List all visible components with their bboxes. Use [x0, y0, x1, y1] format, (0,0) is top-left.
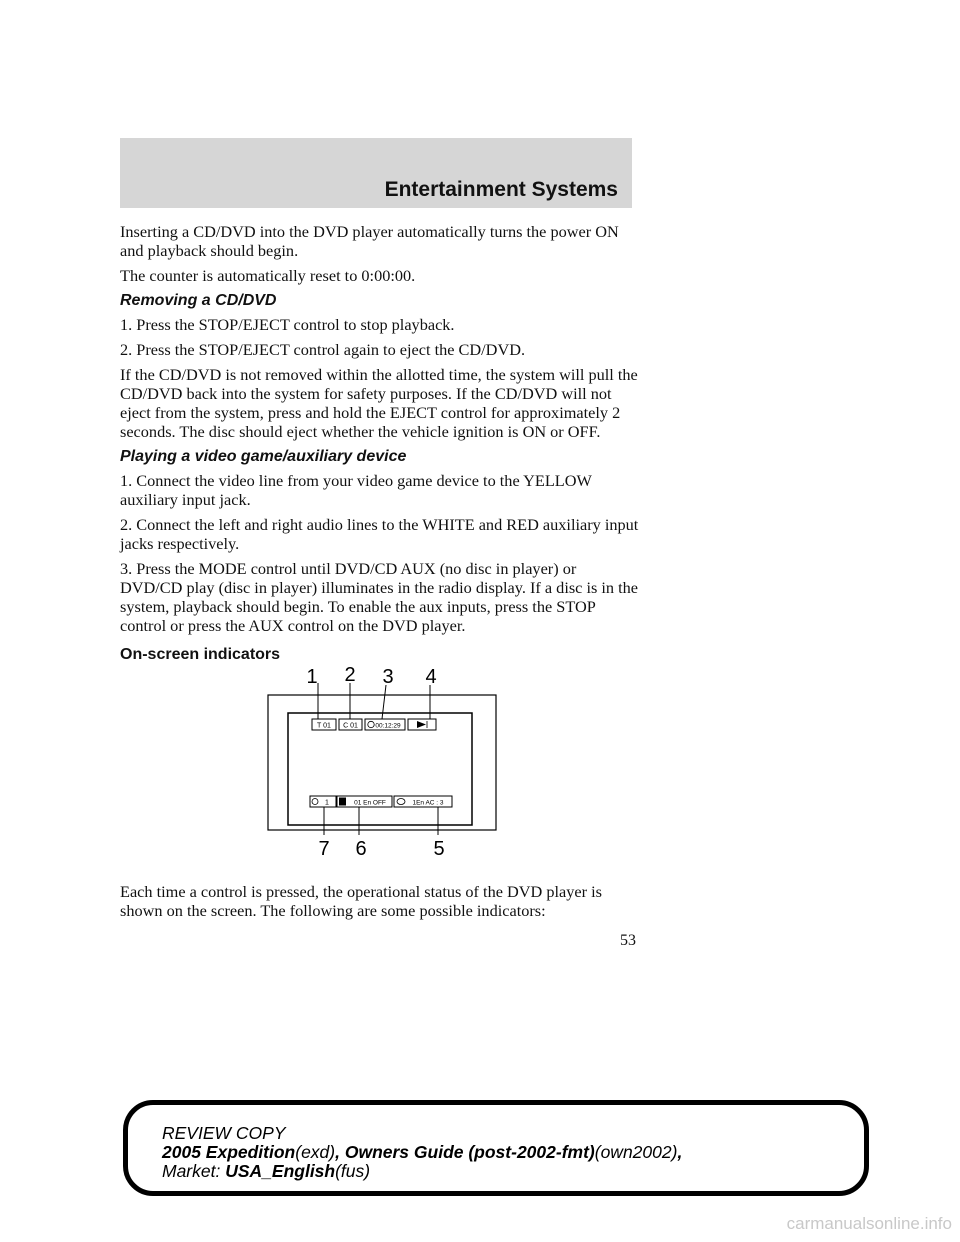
main-content — [120, 222, 640, 664]
step: 2. Press the STOP/EJECT control again to eject the CD/DVD. — [120, 340, 526, 359]
removing-heading: Removing a CD/DVD — [120, 292, 277, 309]
callout-6: 6 — [355, 838, 367, 860]
paragraph: Inserting a CD/DVD into the DVD player automatically turns the power ON and playback should begin. — [120, 222, 619, 260]
step: 1. Connect the video line from your video game device to the YELLOW auxiliary input jack. — [120, 471, 592, 509]
footer-line-2: 2005 Expedition(exd), Owners Guide (post-2002-fmt)(own2002), — [162, 1142, 683, 1162]
indicators-heading: On-screen indicators — [120, 646, 281, 663]
step: 3. Press the MODE control until DVD/CD AUX (no disc in player) or DVD/CD play (disc in player) illuminates in the radio display. If a disc is in the system, playback should begin. To enable the aux inputs, press the STOP control or press the AUX control on the DVD player. — [120, 559, 639, 635]
indicators-description — [120, 882, 640, 920]
footer-line-3: Market: USA_English(fus) — [162, 1161, 371, 1181]
callout-7: 7 — [318, 838, 330, 860]
top-indicator-bar — [312, 719, 436, 730]
paragraph: Each time a control is pressed, the operational status of the DVD player is shown on the screen. The following are some possible indicators: — [120, 882, 602, 920]
step: 1. Press the STOP/EJECT control to stop playback. — [120, 315, 455, 334]
callout-3: 3 — [382, 666, 394, 688]
paragraph: The counter is automatically reset to 0:00:00. — [120, 266, 416, 285]
callout-1: 1 — [306, 666, 318, 688]
callout-5: 5 — [433, 838, 445, 860]
bottom-indicator-bar — [310, 796, 452, 807]
footer-line-1: REVIEW COPY — [162, 1123, 286, 1143]
video-game-heading: Playing a video game/auxiliary device — [120, 448, 407, 465]
callout-4: 4 — [425, 666, 437, 688]
title-indicator-text: T 01 — [317, 722, 331, 730]
step: 2. Connect the left and right audio lines to the WHITE and RED auxiliary input jacks respectively. — [120, 515, 639, 553]
chapter-indicator-text: C 01 — [343, 722, 358, 730]
section-title: Entertainment Systems — [384, 178, 618, 201]
paragraph: If the CD/DVD is not removed within the allotted time, the system will pull the CD/DVD back into the system for safety purposes. If the CD/DVD will not eject from the system, press and hold the EJECT control for approximately 2 seconds. The disc should eject whether the vehicle ignition is ON or OFF. — [120, 365, 638, 441]
section-header — [120, 138, 632, 208]
angle-indicator-text: 1 — [325, 799, 329, 807]
watermark: carmanualsonline.info — [786, 1214, 952, 1233]
angle-indicator — [310, 796, 336, 807]
onscreen-indicators-diagram — [260, 655, 520, 870]
audio-icon — [339, 798, 346, 806]
audio-indicator-text: 01 En OFF — [354, 799, 386, 807]
time-indicator-text: 00:12:29 — [375, 722, 401, 730]
page-number: 53 — [620, 932, 636, 949]
callout-2: 2 — [344, 664, 356, 686]
review-copy-text — [162, 1124, 682, 1181]
subtitle-indicator-text: 1En AC : 3 — [412, 799, 444, 807]
